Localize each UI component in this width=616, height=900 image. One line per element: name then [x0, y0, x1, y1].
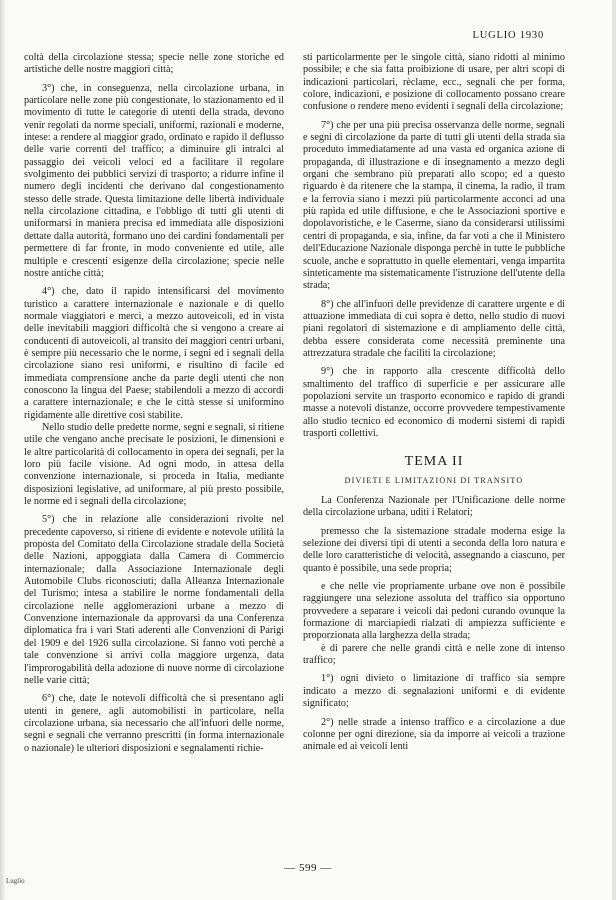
- scan-stamp: Luglio: [6, 877, 25, 885]
- left-paragraph: 6°) che, date le notevoli difficoltà che si presentano agli utenti in genere, agli automobilisti in particolare, nella circolazione urbana, sia necessario che all'infuori delle norme, segni e segnali che verranno prescritti (in forma internazionale o nazionale) le ulteriori disposizioni e segnalamenti richie-: [24, 693, 284, 754]
- left-paragraph: 3°) che, in conseguenza, nella circolazione urbana, in particolare nelle zone più congestionate, lo stazionamento ed il movimento di tutte le categorie di utenti della strada, devono venir regolati da norme speciali, uniformi, razionali e moderne, intese: a rendere al maggior grado, ordinato e rapido il deflusso delle varie correnti del traffico; a diminuire gli intralci al passaggio dei veicoli veloci ed a facilitare il regolare svolgimento dei pubblici servizi di trasporto; a ridurre infine il numero degli incidenti che derivano dal congestionamento stesso delle strade. Questa limitazione delle libertà individuale nella circolazione cittadina, e l'obbligo di tutti gli utenti di uniformarsi in maniera precisa ed immediata alle disposizioni dettate dalla autorità, formano uno dei cardini fondamentali per permettere di far fronte, in modo conveniente ed utile, alle multiple e crescenti esigenze della circolazione; specie nelle nostre antiche città;: [24, 82, 284, 279]
- left-column: [24, 52, 284, 755]
- right-paragraph: La Conferenza Nazionale per l'Unificazione delle norme della circolazione urbana, uditi i Relatori;: [303, 495, 565, 519]
- right-paragraph: sti particolarmente per le singole città, siano ridotti al minimo possibile; e che sia fatta proibizione di usare, per altri scopi di indicazioni particolari, rèclame, ecc., segnali che per forma, colore, indicazioni, e posizione di collocamento possano creare confusione o rendere meno evidenti i segnali della circolazione;: [303, 52, 565, 113]
- page-number: — 599 —: [284, 862, 332, 874]
- left-paragraph: 4°) che, dato il rapido intensificarsi del movimento turistico a carattere internazionale e nazionale e di quello normale viaggiatori e merci, a mezzo autoveicoli, ed in vista delle inevitabili maggiori difficoltà che si vengono a creare ai conducenti di autoveicoli, al transito dei maggiori centri urbani, è sempre più necessario che le norme, i segni ed i segnali della circolazione siano resi uniformi, e risultino di facile ed immediata comprensione anche da parte degli utenti che non conoscono la lingua del Paese; stabilendoli a mezzo di accordi a carattere internazionale; e che le città stesse si uniformino rigidamente alle direttive così stabilite.: [24, 286, 284, 421]
- running-head: LUGLIO 1930: [472, 30, 544, 41]
- right-paragraph: e che nelle vie propriamente urbane ove non è possibile raggiungere una selezione assoluta del traffico sia opportuno provvedere a separare i veicoli dai pedoni curando ovunque la formazione di marciapiedi rialzati di ampiezza sufficiente e proporzionata alla larghezza della strada;: [303, 581, 565, 642]
- right-paragraph: premesso che la sistemazione stradale moderna esige la selezione dei diversi tipi di utenti a seconda della loro natura e delle loro caratteristiche di velocità, assegnando a ciascuno, per quanto è possibile, una sede propria;: [303, 525, 565, 574]
- right-paragraph: 9°) che in rapporto alla crescente difficoltà dello smaltimento del traffico di superficie e per assicurare alle popolazioni servite un trasporto economico e rapido di grandi masse a notevoli distanze, occorre provvedere tempestivamente allo studio tecnico ed economico di moderni sistemi di rapidi trasporti collettivi.: [303, 366, 565, 439]
- right-paragraph: 7°) che per una più precisa osservanza delle norme, segnali e segni di circolazione da parte di tutti gli utenti della strada sia proceduto immediatamente ad una vasta ed organica azione di propaganda, di illustrazione e di insegnamento a mezzo degli organi che sembrano più preparati allo scopo; ed a questo riguardo è da ritenere che la stampa, il cinema, la radio, il tram e la ferrovia siano i mezzi più particolarmente acconci ad una più rapida ed utile diffusione, e che le Associazioni sportive e dopolavoristiche, e le Caserme, siano da considerarsi utilissimi centri di propaganda, e sia, infine, da far voti a che il Ministero dell'Educazione Nazionale disponga perchè in tutte le pubbliche scuole, anche e soprattutto in quelle elementari, venga impartita sinteticamente ma sistematicamente l'istruzione dell'utente della strada;: [303, 119, 565, 292]
- right-paragraph: 1°) ogni divieto o limitazione di traffico sia sempre indicato a mezzo di segnalazioni uniformi e di evidente significato;: [303, 673, 565, 710]
- section-title: TEMA II: [404, 454, 464, 470]
- scan-right-edge: [612, 0, 616, 900]
- right-paragraph: è di parere che nelle grandi città e nelle zone di intenso traffico;: [303, 642, 565, 667]
- right-paragraph: 8°) che all'infuori delle previdenze di carattere urgente e di attuazione immediata di cui sopra è detto, nello studio di nuovi piani regolatori di sistemazione e di ampliamento delle città, debba essere considerata come necessità preminente una attrezzatura stradale che faciliti la circolazione;: [303, 298, 565, 359]
- right-column: [303, 52, 565, 754]
- section-subtitle: DIVIETI E LIMITAZIONI DI TRANSITO: [344, 475, 524, 485]
- left-paragraph: coltà della circolazione stessa; specie nelle zone storiche ed artistiche delle nostre maggiori città;: [24, 52, 284, 76]
- left-paragraph: 5°) che in relazione alle considerazioni rivolte nel precedente capoverso, si ritiene di evidente e notevole utilità la proposta del Comitato della Circolazione stradale della Società delle Nazioni, appoggiata dalla Camera di Commercio internazionale; dalla Associazione Internazionale degli Automobile Clubs riconosciuti; dalla Alleanza Internazionale del Turismo; intesa a stabilire le norme fondamentali della circolazione nelle agglomerazioni urbane a mezzo di Convenzione internazionale da approvarsi da una Conferenza diplomatica fra i vari Stati aderenti alle Convenzioni di Parigi del 1909 e del 1926 sulla circolazione. Si fanno voti perchè a tale convenzione si arrivi colla maggiore urgenza, data l'improrogabilità della adozione di nuove norme di circolazione nelle varie città;: [24, 514, 284, 686]
- right-paragraph: 2°) nelle strade a intenso traffico e a circolazione a due colonne per ogni direzione, sia da imporre ai veicoli a trazione animale ed ai veicoli lenti: [303, 716, 565, 753]
- scan-left-edge: [0, 0, 6, 900]
- left-paragraph: Nello studio delle predette norme, segni e segnali, si ritiene utile che vengano anche precisate le posizioni, le dimensioni e le altre particolarità di collocamento in opera dei segnali, per la loro più facile visione. Ad ogni modo, in attesa della convenzione internazionale, si proceda in Italia, mediante disposizioni legislative, ad uniformare, al più presto possibile, le norme ed i segnali della circolazione;: [24, 421, 284, 508]
